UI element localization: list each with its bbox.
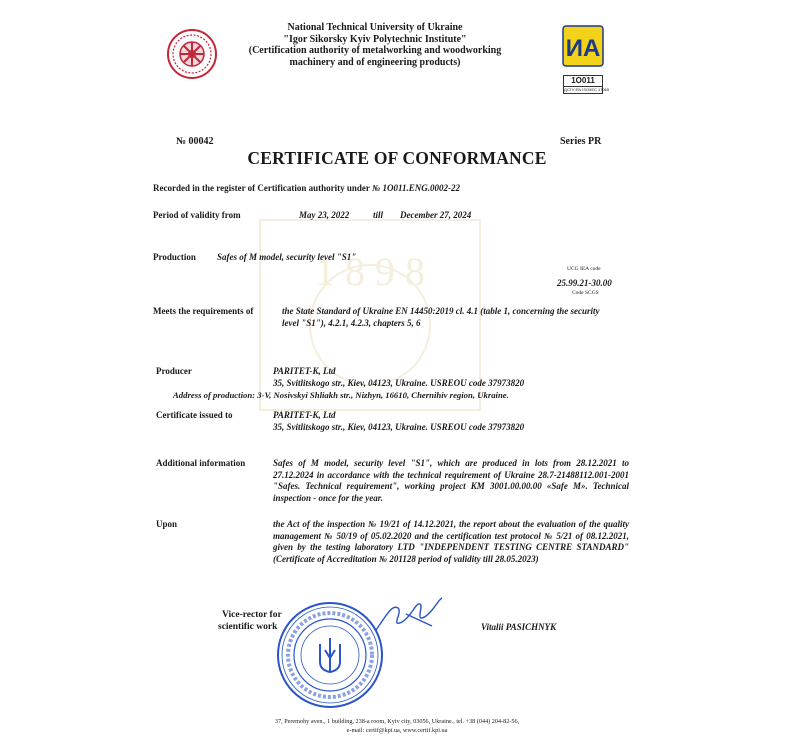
certificate-series: Series PR	[560, 136, 602, 147]
production-address: Address of production: 3-V, Nosivskyi Shliakh str., Nizhyn, 16610, Chernihiv region, Ukraine.	[173, 390, 509, 400]
upon-value: the Act of the inspection № 19/21 of 14.12.2021, the report about the evaluation of the quality management № 50/19 of 05.02.2020 and the certification test protocol № 5/21 of 08.12.2021, given by the testing laboratory LTD "INDEPENDENT TESTING CENTRE STANDARD" (Certificate of Accreditation № 201128 period of validity till 28.05.2023)	[273, 519, 629, 564]
requirements-label: Meets the requirements of	[153, 306, 254, 316]
production-label: Production	[153, 252, 196, 262]
header-line-1: National Technical University of Ukraine	[287, 22, 463, 33]
certificate-number: № 00042	[176, 136, 214, 147]
signer-name: Vitalii PASICHNYK	[481, 622, 557, 632]
register-number: № 1O011.ENG.0002-22	[371, 183, 460, 193]
header-line-2: "Igor Sikorsky Kyiv Polytechnic Institute"	[283, 33, 467, 45]
trident-icon	[320, 638, 340, 672]
producer-name: PARITET-K, Ltd	[273, 366, 336, 376]
scgs-code-label: Code SCGS	[572, 290, 599, 296]
upon-label: Upon	[156, 519, 178, 529]
register-label: Recorded in the register of Certification authority under	[153, 183, 372, 193]
validity-till: till	[373, 210, 384, 220]
producer-label: Producer	[156, 366, 192, 376]
issued-to-label: Certificate issued to	[156, 410, 233, 420]
register-line	[153, 183, 460, 193]
badge-subtext: ДСТУ EN ISO/IEC 17065	[564, 87, 610, 92]
badge-code: 1O011	[563, 75, 603, 87]
footer-line-1: 37, Peremohy aven., 1 building, 238-a room, Kyiv city, 03056, Ukraine., tel. +38 (044) 204-82-56,	[274, 718, 520, 725]
certificate-title: CERTIFICATE OF CONFORMANCE	[247, 148, 547, 168]
issued-to-name: PARITET-K, Ltd	[273, 410, 336, 420]
header-line-4: machinery and of engineering products)	[289, 56, 461, 68]
accreditation-logo-icon	[560, 24, 606, 68]
producer-address: 35, Svitlitskogo str., Kiev, 04123, Ukraine. USREOU code 37973820	[273, 378, 525, 388]
accreditation-badge	[560, 24, 610, 92]
validity-to: December 27, 2024	[400, 210, 472, 220]
validity-label: Period of validity from	[153, 210, 241, 220]
svg-text:ИА: ИА	[565, 35, 601, 62]
footer-line-2: e-mail: certif@kpi.ua, www.certif.kpi.ua	[346, 726, 448, 734]
signer-title-line-1: Vice-rector for	[222, 610, 282, 620]
additional-info-label: Additional information	[156, 458, 246, 468]
validity-from: May 23, 2022	[299, 210, 350, 220]
scgs-code-value: 25.99.21-30.00	[557, 278, 612, 288]
issued-to-address: 35, Svitlitskogo str., Kiev, 04123, Ukraine. USREOU code 37973820	[273, 422, 525, 432]
signer-title-line-2: scientific work	[218, 622, 278, 632]
footer	[0, 718, 794, 735]
additional-info-value: Safes of M model, security level "S1", which are produced in lots from 28.12.2021 to 27.12.2024 in accordance with the technical requirement of Ukraine 28.7-21488112.001-2001 "Safes. Technical requirement", working project KM 3001.00.00.00 «Safe M». Technical inspection - once for the year.	[273, 458, 629, 503]
handwritten-signature	[372, 594, 448, 636]
official-stamp	[275, 600, 385, 710]
header-line-3: (Certification authority of metalworking and woodworking	[248, 45, 502, 56]
ucg-code-label: UCG IEA code	[567, 266, 601, 272]
watermark-year: 1 8 9 8	[315, 249, 425, 294]
requirements-value: the State Standard of Ukraine EN 14450:2019 cl. 4.1 (table 1, concerning the security level "S1"), 4.2.1, 4.2.3, chapters 5, 6	[282, 306, 600, 328]
production-value: Safes of M model, security level "S1"	[217, 252, 357, 262]
issuer-header	[0, 22, 750, 68]
